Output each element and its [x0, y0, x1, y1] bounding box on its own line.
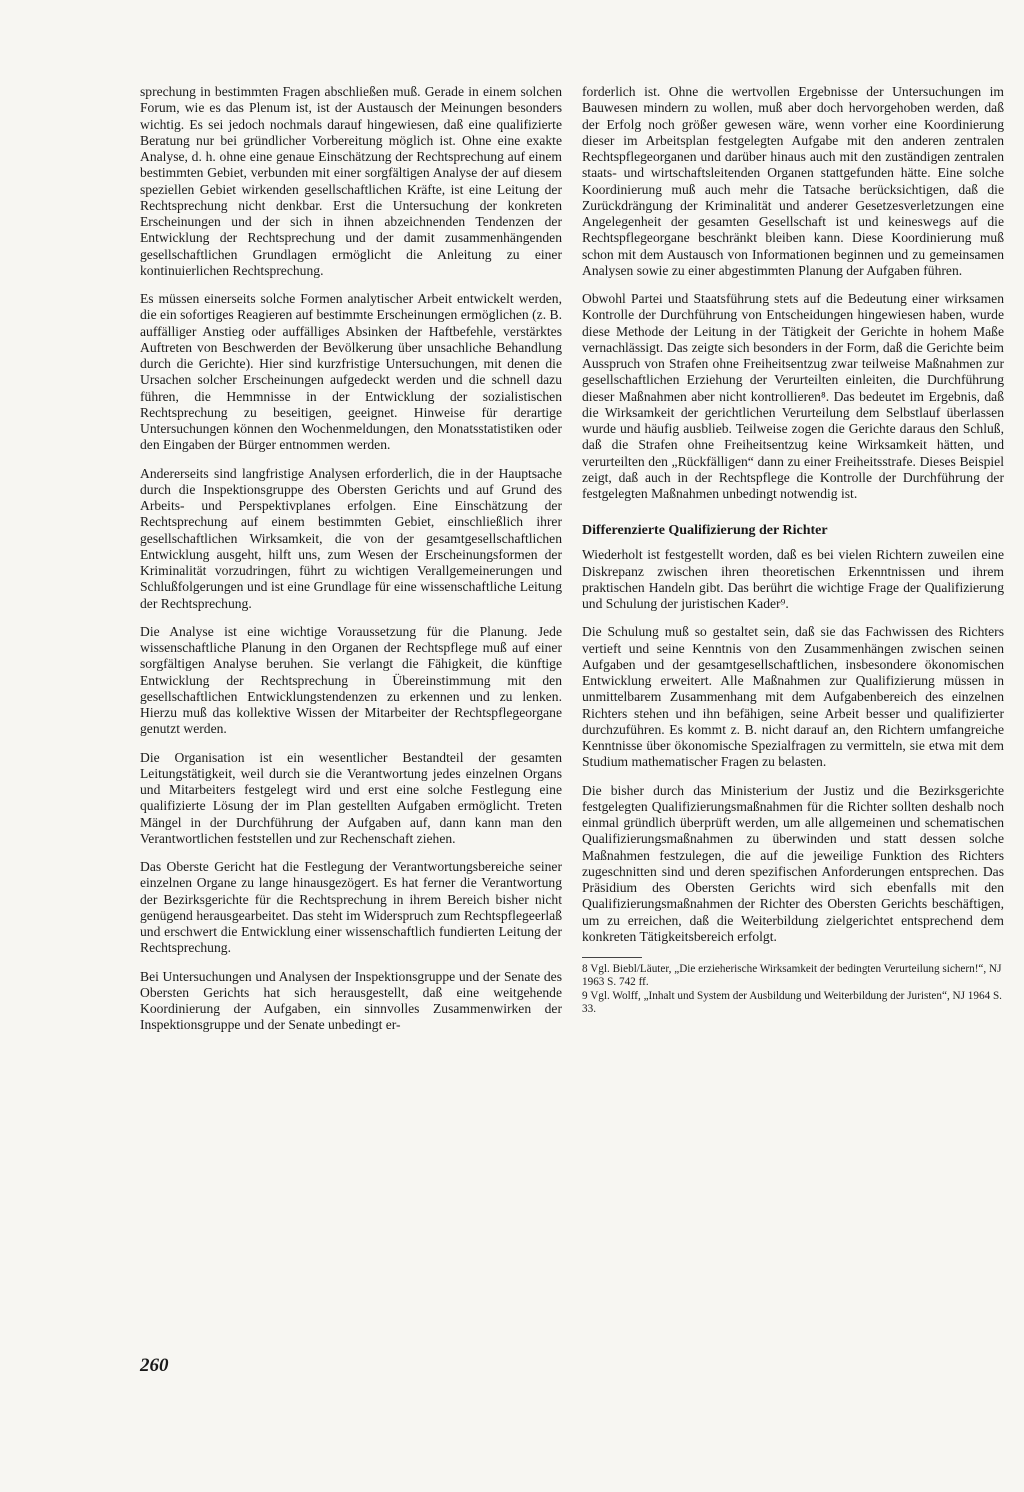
- left-paragraph-6: Das Oberste Gericht hat die Festlegung der Verantwortungsbereiche seiner einzelnen Organe zu lange hinausgezögert. Es hat ferner die Verantwortung der Bezirksgerichte für die Rechtsprechung in ihrem Bereich bisher nicht genügend herausgearbeitet. Das steht im Widerspruch zum Rechtspflegeerlaß und erschwert die Entwicklung einer wissenschaftlich fundierten Leitung der Rechtsprechung.: [140, 859, 562, 956]
- right-paragraph-5: Die bisher durch das Ministerium der Justiz und die Bezirksgerichte festgelegten Qualifizierungsmaßnahmen für die Richter sollten deshalb noch einmal gründlich überprüft werden, um alle allgemeinen und schematischen Qualifizierungsmaßnahmen zu überwinden und statt dessen solche Maßnahmen festzulegen, die auf die jeweilige Funktion des Richters zugeschnitten sind und deren spezifischen Anforderungen entsprechen. Das Präsidium des Obersten Gerichts wird sich ebenfalls mit den Qualifizierungsmaßnahmen der Richter des Obersten Gerichts beschäftigen, um zu erreichen, daß die Weiterbildung zielgerichtet entsprechend dem konkreten Tätigkeitsbereich erfolgt.: [582, 782, 1004, 944]
- right-column: [582, 84, 1004, 1017]
- right-paragraph-4: Die Schulung muß so gestaltet sein, daß sie das Fachwissen des Richters vertieft und seine Kenntnis von den Zusammenhängen zwischen seinen Aufgaben und der gesamtgesellschaftlichen, insbesondere ökonomischen Entwicklung erweitert. Alle Maßnahmen zur Qualifizierung müssen in unmittelbarem Zusammenhang mit dem Aufgabenbereich des einzelnen Richters stehen und ihn befähigen, seine Arbeit besser und qualifizierter durchzuführen. Es kommt z. B. nicht darauf an, den Richtern umfangreiche Kenntnisse über ökonomische Spezialfragen zu vermitteln, sie etwa mit dem Studium mathematischer Fragen zu belasten.: [582, 624, 1004, 770]
- left-paragraph-7: Bei Untersuchungen und Analysen der Inspektionsgruppe und der Senate des Obersten Gerichts hat sich herausgestellt, daß eine weitgehende Koordinierung der Aufgaben, ein sinnvolles Zusammenwirken der Inspektionsgruppe und der Senate unbedingt er-: [140, 968, 562, 1033]
- footnote-8: 8 Vgl. Biebl/Läuter, „Die erzieherische Wirksamkeit der bedingten Verurteilung sichern!“, NJ 1963 S. 742 ff.: [582, 963, 1002, 988]
- left-paragraph-2: Es müssen einerseits solche Formen analytischer Arbeit entwickelt werden, die ein sofortiges Reagieren auf bestimmte Erscheinungen ermöglichen (z. B. auffälliger Anstieg oder auffälliges Absinken der Haftbefehle, verstärktes Auftreten von Beschwerden der Bevölkerung über unsachliche Behandlung durch die Gerichte). Hier sind kurzfristige Untersuchungen, mit denen die Ursachen solcher Erscheinungen aufgedeckt werden und die schnell dazu führen, die Hemmnisse in der Entwicklung der sozialistischen Rechtsprechung zu beseitigen, geeignet. Hinweise für derartige Untersuchungen können den Wochenmeldungen, den Monatsstatistiken oder den Eingaben der Bürger entnommen werden.: [140, 291, 562, 453]
- footnote-divider: [582, 957, 642, 958]
- right-paragraph-2: Obwohl Partei und Staatsführung stets auf die Bedeutung einer wirksamen Kontrolle der Durchführung von Entscheidungen hingewiesen haben, wurde diese Methode der Leitung in der Tätigkeit der Gerichte in hohem Maße vernachlässigt. Das zeigte sich besonders in der Form, daß die Gerichte beim Ausspruch von Strafen ohne Freiheitsentzug zwar teilweise Maßnahmen zur gesellschaftlichen Erziehung der Verurteilten einleiten, die Durchführung dieser Maßnahmen aber nicht kontrollieren⁸. Das bedeutet im Ergebnis, daß die Wirksamkeit der gerichtlichen Verurteilung dem Selbstlauf überlassen wurde und häufig ausblieb. Teilweise zogen die Gerichte daraus den Schluß, daß die Strafen ohne Freiheitsentzug keine Wirksamkeit hätten, und verurteilten den „Rückfälligen“ dann zu einer Freiheitsstrafe. Dieses Beispiel zeigt, daß auch in der Rechtspflege die Kontrolle der Durchführung der festgelegten Maßnahmen unbedingt notwendig ist.: [582, 291, 1004, 501]
- right-paragraph-3: Wiederholt ist festgestellt worden, daß es bei vielen Richtern zuweilen eine Diskrepanz zwischen ihren theoretischen Erkenntnissen und ihrem praktischen Handeln gibt. Das berührt die wichtige Frage der Qualifizierung und Schulung der juristischen Kader⁹.: [582, 547, 1004, 611]
- left-paragraph-5: Die Organisation ist ein wesentlicher Bestandteil der gesamten Leitungstätigkeit, weil durch sie die Verantwortung jedes einzelnen Organs und Mitarbeiters festgelegt wird und erst eine solche Festlegung eine qualifizierte Lösung der im Plan gestellten Aufgaben ermöglicht. Treten Mängel in der Durchführung der Aufgaben auf, dann kann man den Verantwortlichen feststellen und zur Rechenschaft ziehen.: [140, 749, 562, 846]
- left-paragraph-4: Die Analyse ist eine wichtige Voraussetzung für die Planung. Jede wissenschaftliche Planung in den Organen der Rechtspflege muß auf einer sorgfältigen Analyse beruhen. Sie verlangt die Fähigkeit, die künftige Entwicklung der Rechtsprechung in Übereinstimmung mit den gesellschaftlichen Entwicklungstendenzen zu erkennen und zu lenken. Hierzu muß das kollektive Wissen der Mitarbeiter der Rechtspflegeorgane genutzt werden.: [140, 623, 562, 737]
- page-number: 260: [140, 1355, 169, 1376]
- left-paragraph-1: sprechung in bestimmten Fragen abschließen muß. Gerade in einem solchen Forum, wie es das Plenum ist, ist der Austausch der Meinungen besonders wichtig. Es sei jedoch nochmals darauf hingewiesen, daß eine qualifizierte Beratung nur bei gründlicher Vorbereitung möglich ist. Ohne eine exakte Analyse, d. h. ohne eine genaue Einschätzung der Rechtsprechung auf einem bestimmten Gebiet, verbunden mit einer sorgfältigen Analyse der auf diesem speziellen Gebiet wirkenden gesellschaftlichen Kräfte, ist eine Leitung der Rechtsprechung nicht denkbar. Erst die Untersuchung der konkreten Erscheinungen und der sich in ihnen abzeichnenden Tendenzen der Entwicklung der Rechtsprechung und der damit zusammenhängenden gesellschaftlichen Grundlagen ermöglicht die Anleitung zu einer kontinuierlichen Rechtsprechung.: [140, 84, 562, 278]
- right-paragraph-1: forderlich ist. Ohne die wertvollen Ergebnisse der Untersuchungen im Bauwesen mindern zu wollen, muß aber doch hervorgehoben werden, daß der Erfolg noch größer gewesen wäre, wenn vorher eine Koordinierung dieser im Arbeitsplan festgelegten Aufgabe mit den anderen zentralen Rechtspflegeorganen und darüber hinaus auch mit den zuständigen zentralen staats- und wirtschaftsleitenden Organen stattgefunden hätte. Eine solche Koordinierung muß auch mehr die Tatsache berücksichtigen, daß die Zurückdrängung der Kriminalität und anderer Gesetzesverletzungen eine Angelegenheit der gesamten Gesellschaft ist und keineswegs auf die Rechtspflegeorgane beschränkt bleiben kann. Diese Koordinierung muß schon mit dem Austausch von Informationen beginnen und zu gemeinsamen Analysen sowie zu einer abgestimmten Planung der Aufgaben führen.: [582, 84, 1004, 278]
- footnote-9: 9 Vgl. Wolff, „Inhalt und System der Ausbildung und Weiterbildung der Juristen“, NJ 1964 S. 33.: [582, 990, 1002, 1015]
- left-column: [140, 84, 562, 1046]
- left-paragraph-3: Andererseits sind langfristige Analysen erforderlich, die in der Hauptsache durch die Inspektionsgruppe des Obersten Gerichts und auf Grund des Arbeits- und Perspektivplanes erfolgen. Eine Einschätzung der Rechtsprechung auf einem bestimmten Gebiet, einschließlich ihrer gesellschaftlichen Wirksamkeit, die von der gesamtgesellschaftlichen Entwicklung ausgeht, hilft uns, zum Wesen der Erscheinungsformen der Kriminalität vorzudringen, führt zu wichtigen Verallgemeinerungen und Schlußfolgerungen und ist eine Grundlage für eine wissenschaftliche Leitung der Rechtsprechung.: [140, 465, 562, 611]
- section-heading: Differenzierte Qualifizierung der Richter: [582, 523, 828, 539]
